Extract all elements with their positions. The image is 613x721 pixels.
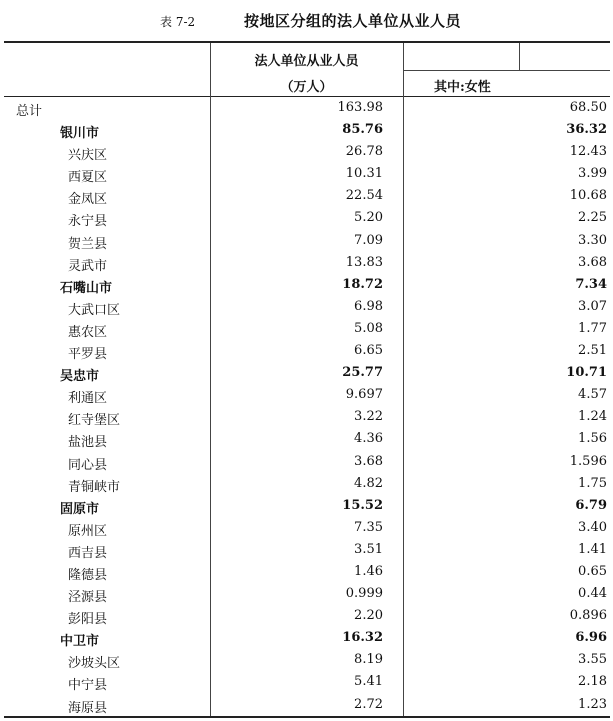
employees-value: 10.31 — [345, 166, 383, 182]
table-row — [0, 340, 613, 362]
employees-value: 3.51 — [354, 541, 383, 557]
employees-value: 1.46 — [354, 563, 383, 579]
table-row — [0, 671, 613, 693]
employees-value: 25.77 — [342, 365, 383, 381]
region-name: 泾源县 — [68, 590, 108, 606]
female-value: 6.79 — [575, 497, 607, 513]
table-row — [0, 649, 613, 671]
table-number: 表 7-2 — [160, 15, 196, 29]
employees-value: 8.19 — [354, 652, 383, 668]
table-row — [0, 428, 613, 450]
female-value: 3.40 — [578, 519, 607, 535]
region-name: 原州区 — [68, 523, 108, 539]
region-name: 彭阳县 — [68, 612, 108, 628]
employees-value: 7.09 — [354, 232, 383, 248]
table-row — [0, 605, 613, 627]
employees-value: 6.65 — [354, 343, 383, 359]
table-row — [0, 274, 613, 296]
female-value: 0.44 — [578, 586, 607, 602]
female-value: 4.57 — [578, 387, 607, 403]
region-name: 吴忠市 — [60, 369, 100, 385]
table-row — [0, 539, 613, 561]
region-name: 隆德县 — [68, 567, 108, 583]
employees-value: 3.68 — [354, 453, 383, 469]
employees-value: 4.82 — [354, 475, 383, 491]
female-value: 1.77 — [578, 320, 607, 336]
table-title — [0, 10, 613, 32]
employees-value: 4.36 — [354, 431, 383, 447]
table-row — [0, 141, 613, 163]
employees-value: 7.35 — [354, 519, 383, 535]
employees-value: 13.83 — [345, 254, 383, 270]
table-row — [0, 318, 613, 340]
female-value: 7.34 — [575, 276, 607, 292]
female-value: 3.30 — [578, 232, 607, 248]
table-row — [0, 119, 613, 141]
female-value: 2.18 — [578, 674, 607, 690]
employees-value: 6.98 — [354, 298, 383, 314]
region-name: 平罗县 — [68, 347, 108, 363]
region-name: 灵武市 — [68, 258, 108, 274]
region-name: 西吉县 — [68, 545, 108, 561]
female-value: 3.68 — [578, 254, 607, 270]
region-name: 盐池县 — [68, 435, 108, 451]
employees-value: 5.08 — [354, 320, 383, 336]
region-name: 惠农区 — [68, 324, 108, 340]
region-name: 固原市 — [60, 501, 100, 517]
female-value: 1.23 — [578, 696, 607, 712]
female-value: 1.41 — [578, 541, 607, 557]
region-name: 大武口区 — [68, 302, 121, 318]
table-row — [0, 230, 613, 252]
female-value: 1.24 — [578, 409, 607, 425]
region-name: 中宁县 — [68, 678, 108, 694]
region-name: 海原县 — [68, 700, 108, 716]
region-name: 红寺堡区 — [68, 413, 121, 429]
bottom-border — [4, 716, 610, 718]
employees-value: 18.72 — [342, 276, 383, 292]
employees-value: 2.20 — [354, 608, 383, 624]
header-unit: （万人） — [280, 80, 333, 95]
table-row — [0, 362, 613, 384]
region-name: 金凤区 — [68, 192, 108, 208]
female-value: 3.55 — [578, 652, 607, 668]
female-value: 1.56 — [578, 431, 607, 447]
female-value: 1.596 — [569, 453, 607, 469]
region-name: 永宁县 — [68, 214, 108, 230]
female-value: 0.896 — [569, 608, 607, 624]
female-value: 3.07 — [578, 298, 607, 314]
female-value: 10.71 — [566, 365, 607, 381]
table-row — [0, 97, 613, 119]
table-row — [0, 561, 613, 583]
table-row — [0, 384, 613, 406]
female-value: 1.75 — [578, 475, 607, 491]
region-name: 兴庆区 — [68, 148, 108, 164]
table-row — [0, 163, 613, 185]
table-row — [0, 627, 613, 649]
female-value: 2.51 — [578, 343, 607, 359]
table-row — [0, 694, 613, 716]
table-row — [0, 583, 613, 605]
table-row — [0, 406, 613, 428]
employees-value: 5.20 — [354, 210, 383, 226]
female-value: 6.96 — [575, 630, 607, 646]
employees-value: 22.54 — [345, 188, 383, 204]
table-row — [0, 495, 613, 517]
region-name: 银川市 — [60, 126, 100, 142]
table-row — [0, 473, 613, 495]
region-name: 沙坡头区 — [68, 656, 121, 672]
region-name: 中卫市 — [60, 634, 100, 650]
female-value: 68.50 — [569, 100, 607, 115]
employees-value: 163.98 — [337, 100, 383, 115]
table-row — [0, 517, 613, 539]
female-value: 10.68 — [569, 188, 607, 204]
employees-value: 85.76 — [342, 122, 383, 138]
female-value: 36.32 — [566, 122, 607, 138]
region-name: 同心县 — [68, 457, 108, 473]
table-row — [0, 185, 613, 207]
employees-value: 16.32 — [342, 630, 383, 646]
region-name: 石嘴山市 — [60, 280, 113, 296]
employees-value: 2.72 — [354, 696, 383, 712]
table-row — [0, 207, 613, 229]
employees-value: 5.41 — [354, 674, 383, 690]
employees-value: 0.999 — [345, 586, 383, 602]
table-row — [0, 296, 613, 318]
table-row — [0, 451, 613, 473]
subheader-line — [404, 70, 610, 71]
header-female: 其中:女性 — [434, 80, 491, 95]
header-employees: 法人单位从业人员 — [254, 54, 359, 69]
employees-value: 15.52 — [342, 497, 383, 513]
region-name: 利通区 — [68, 391, 108, 407]
female-value: 2.25 — [578, 210, 607, 226]
female-value: 12.43 — [569, 144, 607, 160]
employees-value: 9.697 — [345, 387, 383, 403]
table-caption: 按地区分组的法人单位从业人员 — [244, 12, 462, 30]
region-name: 贺兰县 — [68, 236, 108, 252]
employees-value: 26.78 — [345, 144, 383, 160]
employees-value: 3.22 — [354, 409, 383, 425]
region-name: 青铜峡市 — [68, 479, 121, 495]
female-value: 3.99 — [578, 166, 607, 182]
table-body — [0, 97, 613, 716]
table-row — [0, 252, 613, 274]
region-name: 总计 — [16, 104, 43, 119]
header-tick — [519, 43, 520, 70]
female-value: 0.65 — [578, 563, 607, 579]
region-name: 西夏区 — [68, 170, 108, 186]
